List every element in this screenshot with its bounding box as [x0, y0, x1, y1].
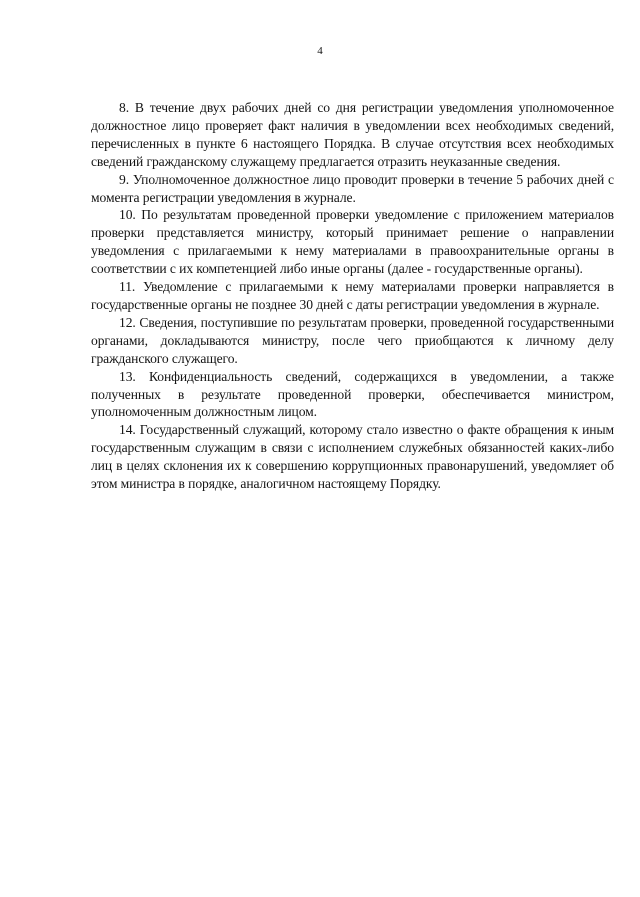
- page-number: 4: [317, 45, 323, 57]
- paragraph-8: 8. В течение двух рабочих дней со дня регистрации уведомления уполномоченное должностное лицо проверяет факт наличия в уведомлении всех необходимых сведений, перечисленных в пункте 6 настоящего Порядка. В случае отсутствия всех необходимых сведений гражданскому служащему предлагается отразить неуказанные сведения.: [91, 100, 614, 169]
- paragraph-10: 10. По результатам проведенной проверки уведомление с приложением материалов проверки представляется министру, который принимает решение о направлении уведомления с прилагаемыми к нему материалами в правоохранительные органы в соответствии с их компетенцией либо иные органы (далее - государственные органы).: [91, 207, 614, 277]
- paragraph-9: 9. Уполномоченное должностное лицо проводит проверки в течение 5 рабочих дней с момента регистрации уведомления в журнале.: [91, 171, 614, 205]
- document-body: [91, 99, 614, 493]
- paragraph-12: 12. Сведения, поступившие по результатам проверки, проведенной государственными органами, докладываются министру, после чего приобщаются к личному делу гражданского служащего.: [91, 314, 614, 366]
- paragraph-14: 14. Государственный служащий, которому стало известно о факте обращения к иным государственным служащим в связи с исполнением служебных обязанностей каких-либо лиц в целях склонения их к совершению коррупционных правонарушений, уведомляет об этом министра в порядке, аналогичном настоящему Порядку.: [91, 422, 614, 492]
- paragraph-13: 13. Конфиденциальность сведений, содержащихся в уведомлении, а также полученных в результате проведенной проверки, обеспечивается министром, уполномоченным должностным лицом.: [91, 368, 614, 420]
- paragraph-11: 11. Уведомление с прилагаемыми к нему материалами проверки направляется в государственные органы не позднее 30 дней с даты регистрации уведомления в журнале.: [91, 279, 614, 312]
